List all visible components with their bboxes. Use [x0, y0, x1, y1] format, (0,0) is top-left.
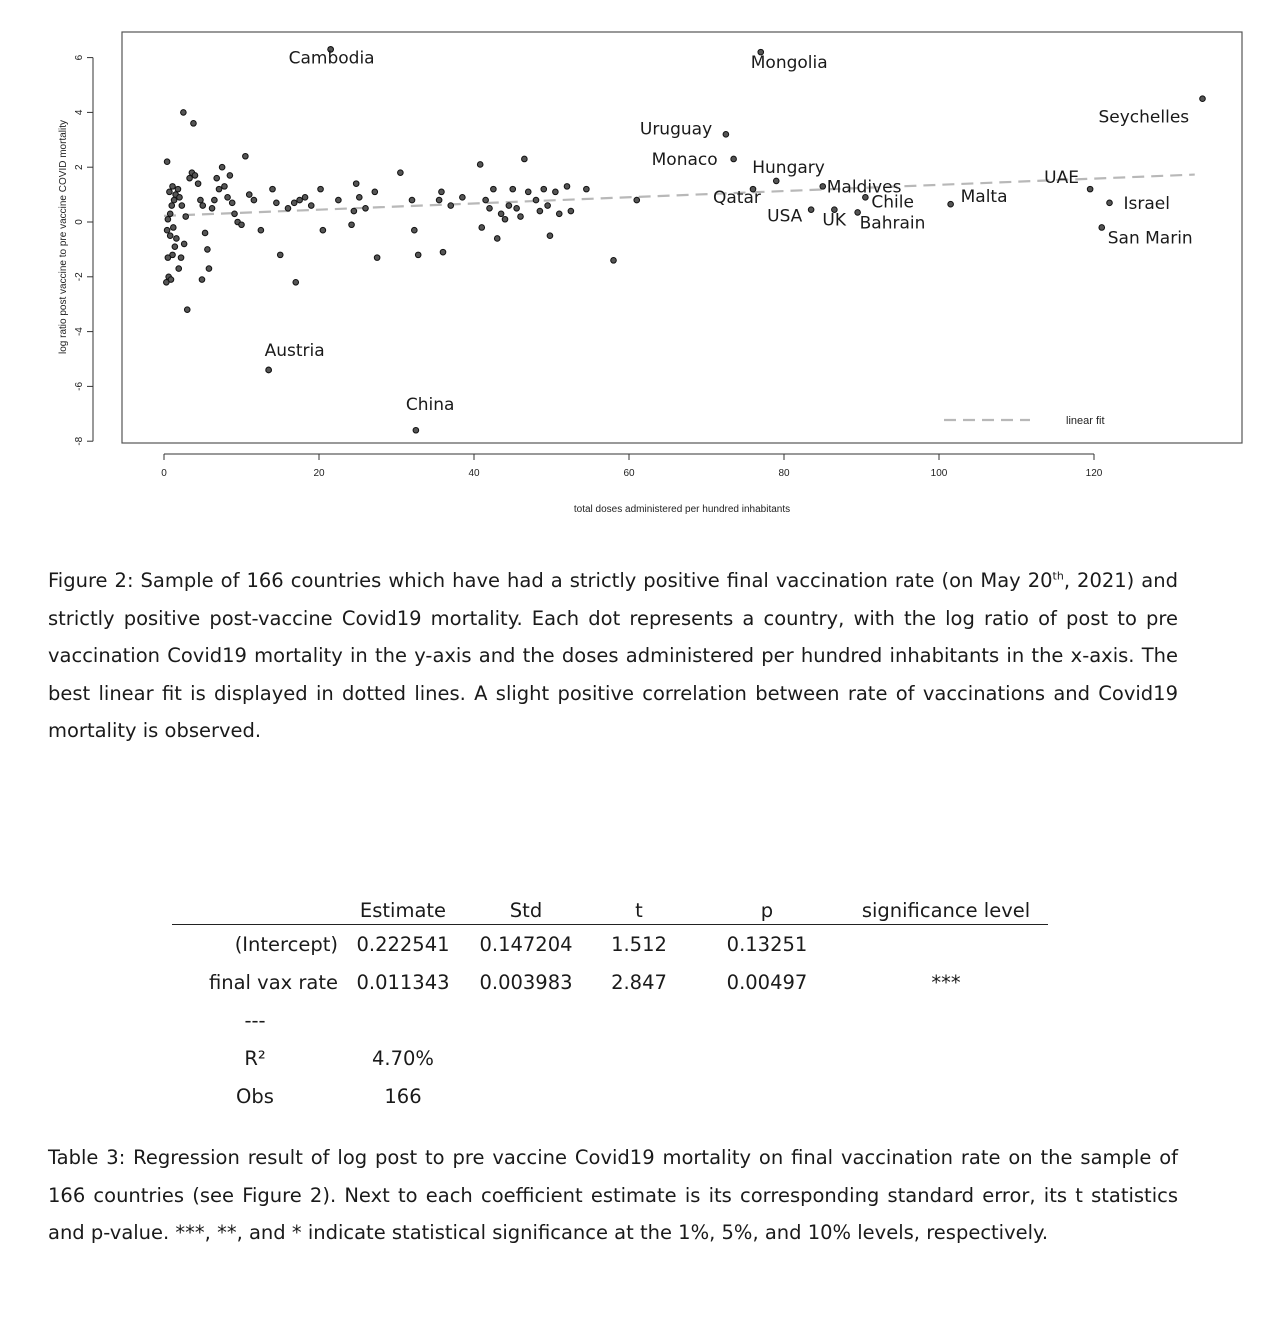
- country-label: USA: [767, 206, 803, 227]
- regression-table: [172, 886, 1048, 1115]
- table-header-cell: Estimate: [342, 886, 464, 925]
- data-point: [205, 247, 211, 253]
- table-cell: 0.011343: [356, 970, 450, 994]
- data-point: [1200, 96, 1206, 102]
- data-point: [302, 195, 308, 201]
- country-label: Austria: [264, 340, 325, 361]
- data-point: [216, 186, 222, 192]
- data-point: [820, 184, 826, 190]
- data-point: [374, 255, 380, 261]
- table-cell: 0.13251: [726, 932, 808, 956]
- data-point: [202, 230, 208, 236]
- data-point: [181, 241, 187, 247]
- y-tick-label: -6: [74, 381, 85, 391]
- table-cell: [690, 1039, 844, 1077]
- x-axis: [161, 454, 1103, 479]
- y-axis: [74, 54, 93, 445]
- data-point: [436, 197, 442, 203]
- figure-caption: [48, 562, 1178, 750]
- x-tick-label: 40: [468, 468, 480, 479]
- data-point: [522, 156, 528, 162]
- data-point: [349, 222, 355, 228]
- data-point: [409, 197, 415, 203]
- country-label: Malta: [960, 187, 1008, 208]
- table-row: [172, 963, 1048, 1001]
- y-tick-label: -4: [74, 327, 85, 337]
- country-label: Qatar: [713, 188, 761, 209]
- country-label: Hungary: [752, 157, 825, 178]
- data-point: [773, 178, 779, 184]
- country-label: UAE: [1044, 168, 1079, 189]
- x-axis-title: total doses administered per hundred inhabitants: [573, 504, 791, 515]
- data-point: [165, 255, 171, 261]
- data-point: [198, 197, 204, 203]
- data-point: [270, 186, 276, 192]
- data-point: [372, 189, 378, 195]
- x-tick-label: 120: [1085, 468, 1103, 479]
- country-label: China: [405, 395, 455, 416]
- data-point: [165, 216, 171, 222]
- figure-caption-text-continued: , 2021) and strictly positive post-vaccine Covid19 mortality. Each dot represents a country, with the log ratio of post to pre vaccination Covid19 mortality in the y-axis and the doses administered per hundred inhabitants in the x-axis. The best linear fit is displayed in dotted lines. A slight positive correlation between rate of vaccinations and Covid19 mortality is observed.: [48, 569, 1178, 742]
- table-row: [172, 1039, 1048, 1077]
- y-tick-label: -8: [74, 436, 85, 446]
- data-point: [506, 203, 512, 209]
- scatter-plot: [0, 0, 1269, 540]
- data-point: [320, 227, 326, 233]
- table-caption: Table 3: Regression result of log post to pre vaccine Covid19 mortality on final vaccination rate on the sample of 166 countries (see Figure 2). Next to each coefficient estimate is its corresponding standard error, its t statistics and p-value. ***, **, and * indicate statistical significance at the 1%, 5%, and 10% levels, respectively.: [48, 1146, 1178, 1244]
- data-point: [498, 211, 504, 217]
- data-point: [167, 189, 173, 195]
- data-point: [460, 195, 466, 201]
- data-point: [274, 200, 280, 206]
- data-point: [553, 189, 559, 195]
- data-point: [541, 186, 547, 192]
- table-header-cell: [172, 886, 342, 925]
- data-point: [183, 214, 189, 220]
- table-cell: (Intercept): [234, 932, 338, 956]
- data-point: [297, 197, 303, 203]
- table-cell: 0.222541: [356, 932, 450, 956]
- data-point: [353, 181, 359, 187]
- x-tick-label: 0: [161, 468, 167, 479]
- data-point: [172, 244, 178, 250]
- data-point: [483, 197, 489, 203]
- data-point: [291, 200, 297, 206]
- table-cell: [464, 1077, 588, 1115]
- data-point: [723, 132, 729, 138]
- data-point: [351, 208, 357, 214]
- table-header-cell: t: [588, 886, 690, 925]
- data-point: [398, 170, 404, 176]
- data-point: [225, 195, 231, 201]
- legend-label: linear fit: [1066, 415, 1105, 427]
- table-cell: [464, 1001, 588, 1039]
- table-cell: [844, 1039, 1048, 1077]
- table-cell: 0.003983: [479, 970, 573, 994]
- y-tick-label: 0: [74, 219, 85, 225]
- table-cell: [844, 1001, 1048, 1039]
- table-header-cell: p: [690, 886, 844, 925]
- data-point: [293, 279, 299, 285]
- data-point: [258, 227, 264, 233]
- data-point: [1087, 186, 1093, 192]
- data-point: [170, 184, 176, 190]
- table-row: [172, 925, 1048, 964]
- data-point: [477, 162, 483, 168]
- country-label: Mongolia: [750, 53, 828, 74]
- table-row: [172, 1001, 1048, 1039]
- data-point: [584, 186, 590, 192]
- data-point: [537, 208, 543, 214]
- data-point: [494, 236, 500, 242]
- data-point: [564, 184, 570, 190]
- data-point: [164, 227, 170, 233]
- data-point: [232, 211, 238, 217]
- table-header-cell: Std: [464, 886, 588, 925]
- data-point: [547, 233, 553, 239]
- country-label: Seychelles: [1098, 107, 1190, 128]
- data-point: [164, 159, 170, 165]
- fit-line-layer: [164, 175, 1195, 216]
- table-cell: [844, 925, 1048, 964]
- table-cell: 0.00497: [726, 970, 808, 994]
- data-point: [285, 206, 291, 212]
- data-point: [510, 186, 516, 192]
- data-point: [229, 200, 235, 206]
- table-cell: [342, 1001, 464, 1039]
- country-label: Bahrain: [859, 213, 926, 234]
- data-point: [318, 186, 324, 192]
- table-header-row: [172, 886, 1048, 925]
- x-tick-label: 20: [313, 468, 325, 479]
- figure-caption-text: Figure 2: Sample of 166 countries which have had a strictly positive final vaccination rate (on May 20: [48, 569, 1053, 592]
- data-point: [187, 175, 193, 181]
- x-tick-label: 100: [930, 468, 948, 479]
- data-point: [415, 252, 421, 258]
- table-header-cell: significance level: [844, 886, 1048, 925]
- data-point: [308, 203, 314, 209]
- country-label: San Marin: [1107, 228, 1193, 249]
- legend: [944, 415, 1105, 427]
- data-point: [731, 156, 737, 162]
- data-point: [239, 222, 245, 228]
- table-cell: R²: [244, 1046, 266, 1070]
- linear-fit-line: [164, 175, 1195, 216]
- data-point: [525, 189, 531, 195]
- data-point: [176, 266, 182, 272]
- data-point: [171, 225, 177, 231]
- y-tick-label: -2: [74, 272, 85, 282]
- data-point: [212, 197, 218, 203]
- data-point: [200, 203, 206, 209]
- data-point: [556, 211, 562, 217]
- table-cell: [464, 1039, 588, 1077]
- data-point: [167, 211, 173, 217]
- data-point: [169, 203, 175, 209]
- table-cell: Obs: [236, 1084, 274, 1108]
- data-point: [227, 173, 233, 179]
- table-cell: 166: [384, 1084, 422, 1108]
- data-point: [214, 175, 220, 181]
- data-point: [413, 427, 419, 433]
- table-cell: 4.70%: [372, 1046, 434, 1070]
- country-label: UK: [822, 210, 846, 231]
- data-point: [191, 121, 197, 127]
- data-point: [184, 307, 190, 313]
- table-cell: [588, 1077, 690, 1115]
- data-point: [412, 227, 418, 233]
- country-label: Uruguay: [639, 119, 713, 140]
- points-layer: [164, 47, 1206, 433]
- data-point: [491, 186, 497, 192]
- country-label: Monaco: [651, 149, 718, 170]
- table-cell: [588, 1039, 690, 1077]
- data-point: [251, 197, 257, 203]
- table-cell: [844, 1077, 1048, 1115]
- data-point: [277, 252, 283, 258]
- data-point: [336, 197, 342, 203]
- labels-layer: [265, 48, 1193, 415]
- data-point: [222, 184, 228, 190]
- data-point: [514, 206, 520, 212]
- data-point: [209, 206, 215, 212]
- data-point: [518, 214, 524, 220]
- data-point: [174, 236, 180, 242]
- table-cell: [690, 1001, 844, 1039]
- data-point: [266, 367, 272, 373]
- data-point: [181, 110, 187, 116]
- table-cell: 0.147204: [479, 932, 573, 956]
- data-point: [545, 203, 551, 209]
- data-point: [1107, 200, 1113, 206]
- x-tick-label: 60: [623, 468, 635, 479]
- data-point: [634, 197, 640, 203]
- data-point: [611, 258, 617, 264]
- data-point: [192, 173, 198, 179]
- data-point: [171, 197, 177, 203]
- data-point: [219, 164, 225, 170]
- data-point: [439, 189, 445, 195]
- data-point: [178, 255, 184, 261]
- y-tick-label: 4: [74, 109, 85, 116]
- data-point: [479, 225, 485, 231]
- table-cell: ***: [931, 970, 961, 994]
- data-point: [199, 277, 205, 283]
- table-row: [172, 1077, 1048, 1115]
- data-point: [948, 201, 954, 207]
- data-point: [568, 208, 574, 214]
- figure-caption-superscript: th: [1052, 569, 1064, 583]
- data-point: [502, 216, 508, 222]
- data-point: [177, 195, 183, 201]
- data-point: [195, 181, 201, 187]
- table-cell: [690, 1077, 844, 1115]
- data-point: [243, 153, 249, 159]
- data-point: [167, 233, 173, 239]
- data-point: [357, 195, 363, 201]
- scatter-figure: [0, 0, 1269, 540]
- y-axis-title: log ratio post vaccine to pre vaccine COVID mortality: [58, 120, 69, 354]
- x-tick-label: 80: [778, 468, 790, 479]
- table-cell: [588, 1001, 690, 1039]
- data-point: [168, 277, 174, 283]
- country-label: Chile: [871, 192, 914, 213]
- country-label: Cambodia: [288, 48, 375, 69]
- data-point: [533, 197, 539, 203]
- table-cell: final vax rate: [208, 970, 338, 994]
- table-cell: 2.847: [611, 970, 667, 994]
- data-point: [440, 249, 446, 255]
- y-tick-label: 2: [74, 164, 85, 170]
- data-point: [808, 207, 814, 213]
- data-point: [363, 206, 369, 212]
- plot-frame: [122, 32, 1242, 443]
- y-tick-label: 6: [74, 54, 85, 61]
- table-cell: 1.512: [611, 932, 667, 956]
- data-point: [206, 266, 212, 272]
- data-point: [175, 186, 181, 192]
- country-label: Israel: [1123, 193, 1170, 214]
- country-label: Maldives: [826, 177, 902, 198]
- table-cell: ---: [244, 1008, 266, 1032]
- data-point: [246, 192, 252, 198]
- data-point: [487, 206, 493, 212]
- data-point: [179, 203, 185, 209]
- data-point: [1099, 225, 1105, 231]
- data-point: [448, 203, 454, 209]
